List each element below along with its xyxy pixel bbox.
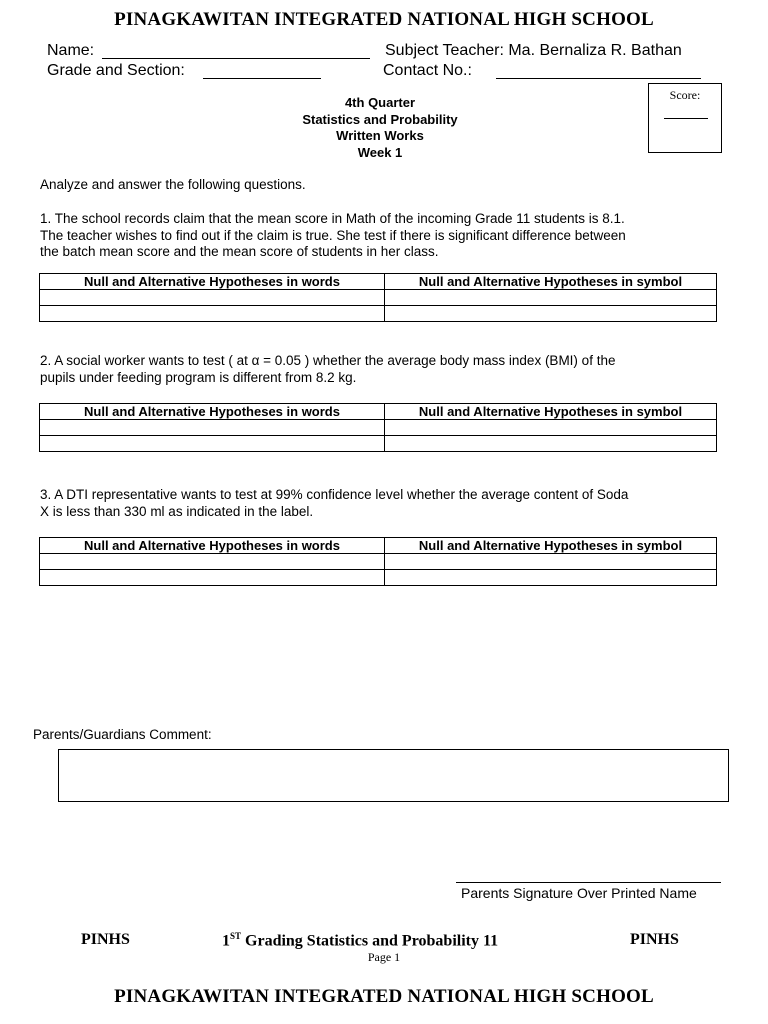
question-3 <box>40 487 730 520</box>
answer-cell-words[interactable] <box>40 570 385 586</box>
answer-cell-symbol[interactable] <box>385 570 717 586</box>
table-header-words: Null and Alternative Hypotheses in words <box>40 538 385 554</box>
answer-cell-symbol[interactable] <box>385 554 717 570</box>
school-name-footer: PINAGKAWITAN INTEGRATED NATIONAL HIGH SCHOOL <box>114 986 654 1007</box>
question-1-table <box>39 273 717 322</box>
table-header-symbol: Null and Alternative Hypotheses in symbol <box>385 274 717 290</box>
footer-center-sup: ST <box>230 931 242 941</box>
answer-cell-words[interactable] <box>40 436 385 452</box>
question-2 <box>40 353 730 386</box>
answer-cell-symbol[interactable] <box>385 290 717 306</box>
works-title: Written Works <box>336 128 424 143</box>
title-block <box>240 95 520 161</box>
question-3-table <box>39 537 717 586</box>
subject-title: Statistics and Probability <box>302 111 458 127</box>
signature-line[interactable] <box>456 882 721 883</box>
answer-cell-words[interactable] <box>40 420 385 436</box>
question-2-line-1: 2. A social worker wants to test ( at α = 0.05 ) whether the average body mass index (BMI) of the <box>40 353 616 368</box>
question-1-line-2: The teacher wishes to find out if the claim is true. She test if there is significant difference between <box>40 227 626 243</box>
question-1 <box>40 211 730 261</box>
footer-right: PINHS <box>630 931 679 948</box>
comment-box[interactable] <box>58 749 729 802</box>
question-1-line-1: 1. The school records claim that the mean score in Math of the incoming Grade 11 students is 8.1. <box>40 211 625 226</box>
question-2-table <box>39 403 717 452</box>
score-input-line[interactable] <box>664 118 708 119</box>
table-header-symbol: Null and Alternative Hypotheses in symbol <box>385 404 717 420</box>
name-input-line[interactable] <box>102 58 370 59</box>
answer-cell-symbol[interactable] <box>385 420 717 436</box>
page-number: Page 1 <box>367 950 401 964</box>
table-header-words: Null and Alternative Hypotheses in words <box>40 404 385 420</box>
table-header-words: Null and Alternative Hypotheses in words <box>40 274 385 290</box>
week-title: Week 1 <box>357 144 403 160</box>
name-label: Name: <box>47 42 95 59</box>
grade-section-input-line[interactable] <box>203 78 321 79</box>
comment-label: Parents/Guardians Comment: <box>33 727 212 742</box>
question-3-line-2: X is less than 330 ml as indicated in the label. <box>40 503 314 519</box>
score-label: Score: <box>669 88 701 102</box>
answer-cell-symbol[interactable] <box>385 436 717 452</box>
score-box <box>648 83 722 153</box>
answer-cell-words[interactable] <box>40 306 385 322</box>
signature-label: Parents Signature Over Printed Name <box>461 885 697 901</box>
answer-cell-words[interactable] <box>40 554 385 570</box>
contact-input-line[interactable] <box>496 78 701 79</box>
footer-left: PINHS <box>81 931 130 948</box>
table-header-symbol: Null and Alternative Hypotheses in symbol <box>385 538 717 554</box>
grade-section-label: Grade and Section: <box>47 62 185 79</box>
question-3-line-1: 3. A DTI representative wants to test at 99% confidence level whether the average content of Soda <box>40 487 629 502</box>
school-name-header: PINAGKAWITAN INTEGRATED NATIONAL HIGH SCHOOL <box>114 9 654 30</box>
question-2-line-2: pupils under feeding program is different from 8.2 kg. <box>40 369 357 385</box>
answer-cell-words[interactable] <box>40 290 385 306</box>
instructions: Analyze and answer the following questions. <box>40 177 306 192</box>
contact-label: Contact No.: <box>383 62 472 79</box>
footer-center <box>222 931 498 950</box>
quarter-title: 4th Quarter <box>344 95 416 110</box>
subject-teacher-label: Subject Teacher: Ma. Bernaliza R. Bathan <box>385 42 682 59</box>
answer-cell-symbol[interactable] <box>385 306 717 322</box>
footer-center-text: Grading Statistics and Probability 11 <box>241 932 499 950</box>
footer-center-prefix: 1 <box>222 932 230 950</box>
question-1-line-3: the batch mean score and the mean score of students in her class. <box>40 244 439 259</box>
